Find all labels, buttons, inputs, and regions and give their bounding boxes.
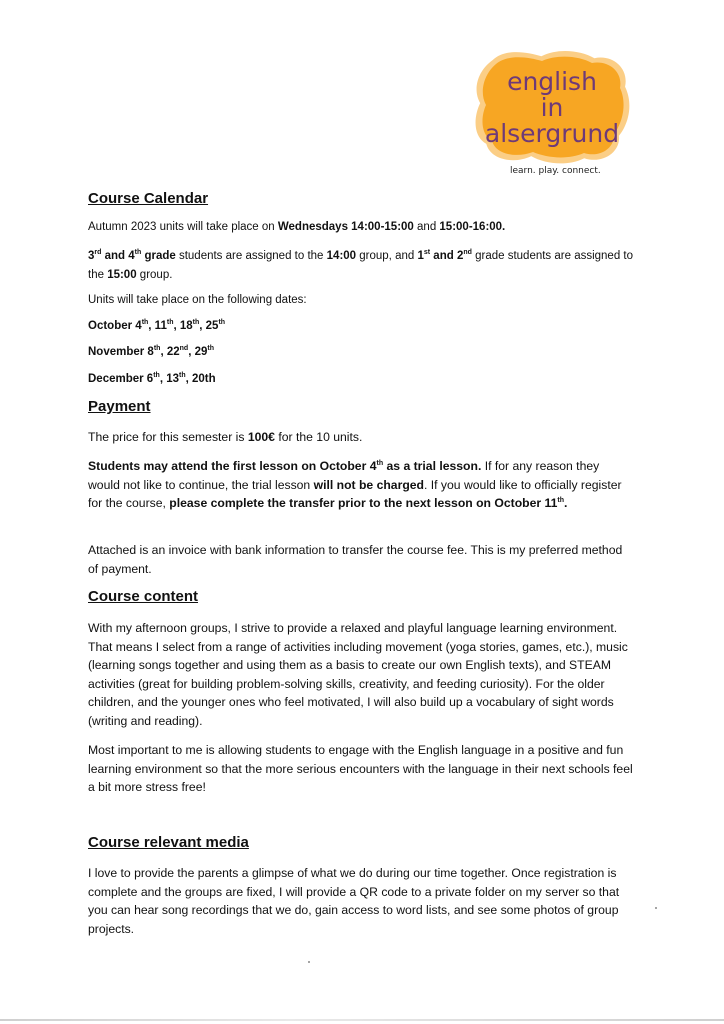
dates-november: November 8th, 22nd, 29th	[88, 345, 214, 358]
content-paragraph-2: Most important to me is allowing students to engage with the English language in a positive and fun learning environment so that the more serious encounters with the language in their next schools feel a bit more stress free!	[88, 743, 633, 794]
logo-tagline: learn. play. connect.	[510, 166, 601, 176]
media-paragraph: I love to provide the parents a glimpse of what we do during our time together. Once registration is complete and the groups are fixed, I will provide a QR code to a private folder on my server so that you can hear song recordings that we do, gain access to word lists, and see some photos of group projects.	[88, 866, 620, 936]
payment-price: The price for this semester is 100€ for the 10 units.	[88, 430, 363, 444]
content-paragraph-1: With my afternoon groups, I strive to provide a relaxed and playful language learning environment. That means I select from a range of activities including movement (yoga stories, games, etc.), music (learning songs together and using them as a basis to create our own English texts), and STEAM activities (great for building problem-solving skills, creativity, and feeding curiosity). For the older children, and the younger ones who feel motivated, I will also build up a vocabulary of sight words (writing and reading).	[88, 621, 628, 728]
payment-trial: Students may attend the first lesson on October 4th as a trial lesson. If for any reason they would not like to continue, the trial lesson will not be charged. If you would like to officially register for the course, please complete the transfer prior to the next lesson on October 11th.	[88, 459, 622, 510]
heading-payment: Payment	[88, 398, 151, 415]
logo-line-alsergrund: alsergrund	[484, 119, 620, 148]
scan-speck	[308, 961, 310, 963]
calendar-groups: 3rd and 4th grade students are assigned to the 14:00 group, and 1st and 2nd grade students are assigned to the 15:00 group.	[88, 249, 634, 281]
heading-course-content: Course content	[88, 588, 199, 605]
heading-course-calendar: Course Calendar	[88, 190, 209, 207]
logo-line-english: english	[507, 67, 597, 96]
calendar-intro: Autumn 2023 units will take place on Wednesdays 14:00-15:00 and 15:00-16:00.	[88, 221, 506, 233]
dates-december: December 6th, 13th, 20th	[88, 372, 216, 385]
scan-edge-line	[0, 1019, 724, 1021]
logo-line-in: in	[540, 93, 564, 122]
heading-course-relevant-media: Course relevant media	[88, 834, 249, 851]
english-in-alsergrund-logo	[472, 48, 632, 166]
payment-invoice: Attached is an invoice with bank information to transfer the course fee. This is my preferred method of payment.	[88, 543, 623, 576]
scan-speck	[655, 907, 657, 909]
dates-october: October 4th, 11th, 18th, 25th	[88, 319, 226, 332]
calendar-dates-intro: Units will take place on the following dates:	[88, 294, 307, 306]
